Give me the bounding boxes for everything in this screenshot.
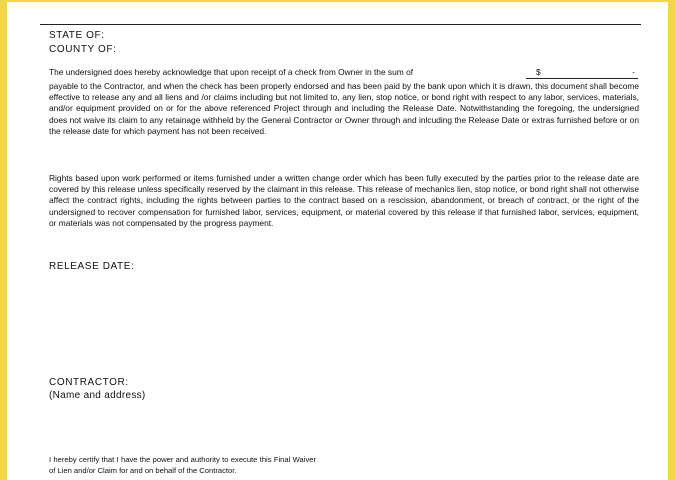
- paragraph-1-lead: The undersigned does hereby acknowledge that upon receipt of a check from Owner in the sum of: [49, 67, 414, 77]
- currency-symbol: $: [536, 67, 541, 77]
- release-date-label: RELEASE DATE:: [49, 261, 135, 272]
- amount-value: -: [632, 67, 635, 77]
- paragraph-2: Rights based upon work performed or items furnished under a written change order which has been fully executed by the parties prior to the release date are covered by this release unless specifically reserved by the claimant in this release. This release of mechanics lien, stop notice, or bond right shall not otherwise affect the contract rights, including the rights between parties to the contract based on a rescission, abandonment, or breach of contract, or the right of the undersigned to recover compensation for furnished labor, services, equipment, or material covered by this release if that furnished labor, services, equipment, or materials was not compensated by the progress payment.: [49, 173, 639, 228]
- paragraph-1-body: payable to the Contractor, and when the check has been properly endorsed and has been paid by the bank upon which it is drawn, this document shall become effective to release any and all liens and /or claims including but not limited to, any lien, stop notice, or bond right with respect to any labor, services, materials, and/or equipment provided on or for the above referenced Project through and including the Release Date. Notwithstanding the foregoing, the undersigned does not waive its claim to any retainage withheld by the General Contractor or Owner through and inlcuding the Release Date or extras furnished before or on the release date for which payment has not been received.: [49, 81, 639, 136]
- certification-text: I hereby certify that I have the power and authority to execute this Final Waiver of Lien and/or Claim for and on behalf of the Contractor.: [49, 455, 316, 475]
- header-rule: [40, 24, 641, 25]
- county-label: COUNTY OF:: [49, 44, 117, 55]
- amount-field[interactable]: [526, 66, 638, 79]
- contractor-label: CONTRACTOR:: [49, 377, 129, 388]
- contractor-sublabel: (Name and address): [49, 390, 146, 401]
- state-label: STATE OF:: [49, 30, 105, 41]
